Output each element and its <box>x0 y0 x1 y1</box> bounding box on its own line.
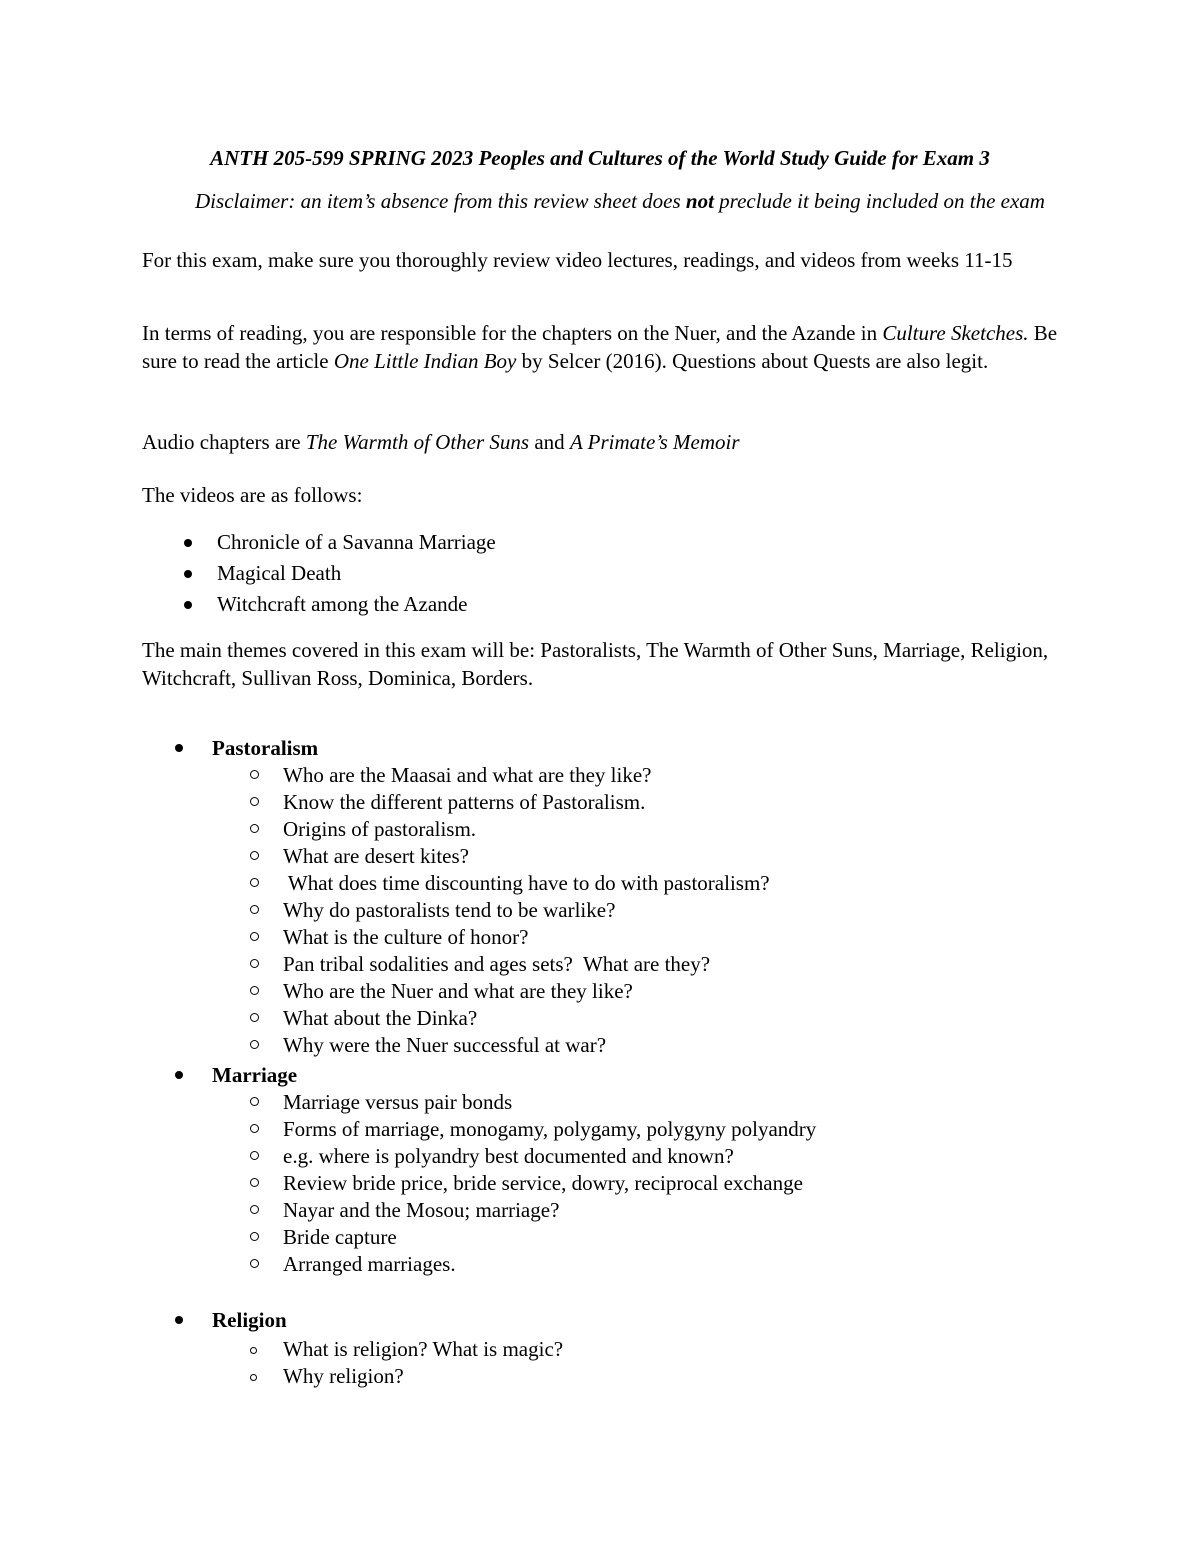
audio-text-1: Audio chapters are <box>142 430 306 454</box>
question-list <box>142 1336 1092 1390</box>
reading-text-1: In terms of reading, you are responsible for the chapters on the Nuer, and the Azande in <box>142 321 883 345</box>
list-item: What is the culture of honor? <box>142 924 1092 951</box>
section-pastoralism <box>142 734 1092 1059</box>
circle-bullet-icon <box>250 770 259 779</box>
list-item: Why religion? <box>142 1363 1092 1390</box>
section-heading: Religion <box>142 1306 1092 1334</box>
circle-bullet-icon <box>250 1151 259 1160</box>
circle-bullet-icon <box>250 1178 259 1187</box>
list-item: What about the Dinka? <box>142 1005 1092 1032</box>
section-heading: Marriage <box>142 1061 1092 1089</box>
reading-article-title: One Little Indian Boy <box>333 349 517 373</box>
bullet-icon <box>184 570 192 578</box>
list-item: Magical Death <box>142 558 496 589</box>
bullet-icon <box>184 601 192 609</box>
bullet-icon <box>175 1071 183 1079</box>
question-list <box>142 1089 1092 1278</box>
list-item: Arranged marriages. <box>142 1251 1092 1278</box>
list-item: Why do pastoralists tend to be warlike? <box>142 897 1092 924</box>
list-item: Bride capture <box>142 1224 1092 1251</box>
circle-bullet-icon <box>250 824 259 833</box>
list-item: Know the different patterns of Pastoralism. <box>142 789 1092 816</box>
circle-bullet-icon <box>250 959 259 968</box>
audio-text-2: and <box>529 430 570 454</box>
list-item: What does time discounting have to do with pastoralism? <box>142 870 1092 897</box>
circle-bullet-icon <box>250 1232 259 1241</box>
circle-bullet-icon <box>250 1013 259 1022</box>
list-item: Origins of pastoralism. <box>142 816 1092 843</box>
question-list <box>142 762 1092 1059</box>
circle-bullet-icon <box>250 932 259 941</box>
bullet-icon <box>184 539 192 547</box>
bullet-icon <box>175 1316 183 1324</box>
list-item: Pan tribal sodalities and ages sets? What are they? <box>142 951 1092 978</box>
list-item: Witchcraft among the Azande <box>142 589 496 620</box>
list-item: Who are the Maasai and what are they like? <box>142 762 1092 789</box>
reading-text-3: by Selcer (2016). Questions about Quests are also legit. <box>516 349 989 373</box>
disclaimer-text-end: preclude it being included on the exam <box>713 189 1045 213</box>
list-item: Why were the Nuer successful at war? <box>142 1032 1092 1059</box>
review-instructions: For this exam, make sure you thoroughly review video lectures, readings, and videos from weeks 11-15 <box>142 248 1013 272</box>
circle-bullet-icon <box>250 1124 259 1133</box>
section-heading: Pastoralism <box>142 734 1092 762</box>
list-item: What is religion? What is magic? <box>142 1336 1092 1363</box>
circle-bullet-icon <box>250 1205 259 1214</box>
list-item: Marriage versus pair bonds <box>142 1089 1092 1116</box>
circle-bullet-icon <box>250 851 259 860</box>
circle-bullet-icon <box>250 986 259 995</box>
list-item: What are desert kites? <box>142 843 1092 870</box>
circle-bullet-icon <box>250 905 259 914</box>
list-item: e.g. where is polyandry best documented and known? <box>142 1143 1092 1170</box>
reading-book-title: Culture Sketches. <box>882 321 1029 345</box>
audio-title-2: A Primate’s Memoir <box>569 430 740 454</box>
disclaimer <box>0 188 1200 214</box>
list-item: Nayar and the Mosou; marriage? <box>142 1197 1092 1224</box>
circle-bullet-icon <box>250 1374 257 1381</box>
section-marriage <box>142 1061 1092 1278</box>
main-themes: The main themes covered in this exam will be: Pastoralists, The Warmth of Other Suns, Marriage, Religion, Witchcraft, Sullivan Ross, Dominica, Borders. <box>142 638 1049 690</box>
circle-bullet-icon <box>250 1097 259 1106</box>
circle-bullet-icon <box>250 1040 259 1049</box>
videos-intro: The videos are as follows: <box>142 483 363 507</box>
circle-bullet-icon <box>250 878 259 887</box>
video-list <box>142 527 496 620</box>
disclaimer-text-start: Disclaimer: an item’s absence from this review sheet does <box>195 189 686 213</box>
bullet-icon <box>175 744 183 752</box>
audio-chapters <box>142 428 1062 456</box>
audio-title-1: The Warmth of Other Suns <box>305 430 530 454</box>
reading-text-2: Be sure to read the article <box>142 321 1058 373</box>
section-religion <box>142 1306 1092 1390</box>
list-item: Who are the Nuer and what are they like? <box>142 978 1092 1005</box>
list-item: Chronicle of a Savanna Marriage <box>142 527 496 558</box>
disclaimer-emphasis: not <box>685 189 714 213</box>
circle-bullet-icon <box>250 1259 259 1268</box>
circle-bullet-icon <box>250 797 259 806</box>
circle-bullet-icon <box>250 1347 257 1354</box>
page-title: ANTH 205-599 SPRING 2023 Peoples and Cultures of the World Study Guide for Exam 3 <box>210 146 990 170</box>
reading-instructions <box>142 319 1062 375</box>
list-item: Forms of marriage, monogamy, polygamy, polygyny polyandry <box>142 1116 1092 1143</box>
list-item: Review bride price, bride service, dowry, reciprocal exchange <box>142 1170 1092 1197</box>
